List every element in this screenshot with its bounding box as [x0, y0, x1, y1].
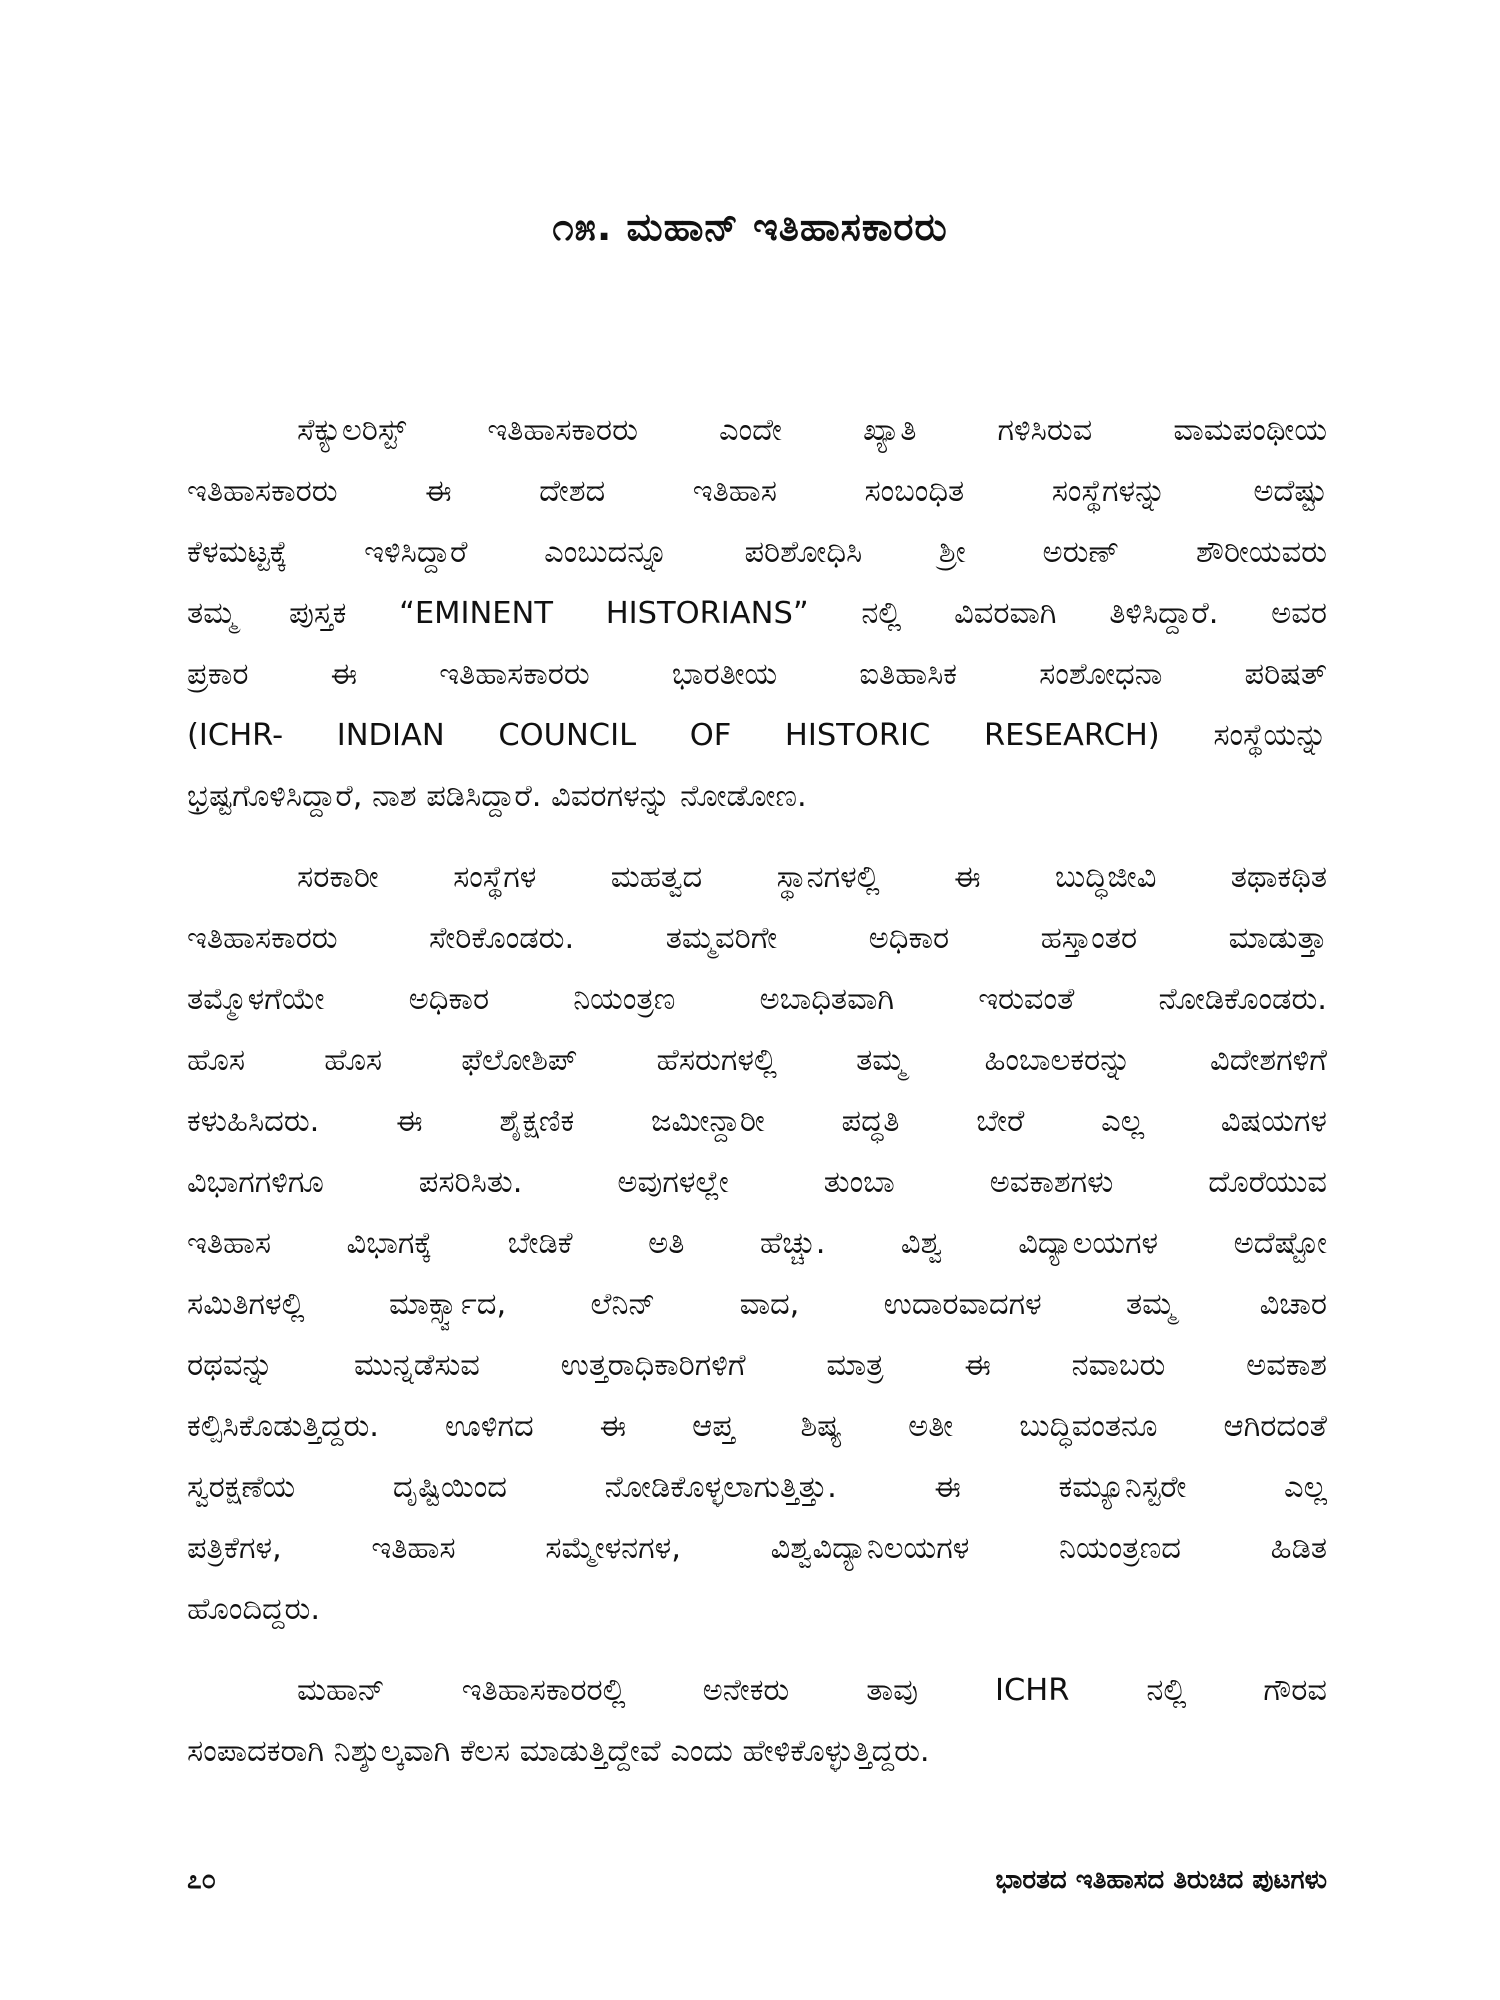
text-line: ಮಹಾನ್ ಇತಿಹಾಸಕಾರರಲ್ಲಿ ಅನೇಕರು ತಾವು ICHR ನಲ್ಲಿ ಗೌರವ: [297, 1673, 1327, 1708]
text-line: ಭ್ರಷ್ಟಗೊಳಿಸಿದ್ದಾರೆ, ನಾಶ ಪಡಿಸಿದ್ದಾರೆ. ವಿವರಗಳನ್ನು ನೋಡೋಣ.: [187, 779, 807, 814]
text-line: ಪ್ರಕಾರ ಈ ಇತಿಹಾಸಕಾರರು ಭಾರತೀಯ ಐತಿಹಾಸಿಕ ಸಂಶೋಧನಾ ಪರಿಷತ್: [187, 657, 1327, 692]
text-line: ಸ್ವರಕ್ಷಣೆಯ ದೃಷ್ಟಿಯಿಂದ ನೋಡಿಕೊಳ್ಳಲಾಗುತ್ತಿತ್ತು. ಈ ಕಮ್ಯೂನಿಸ್ಟರೇ ಎಲ್ಲ: [187, 1470, 1327, 1505]
text-line: ಸಂಪಾದಕರಾಗಿ ನಿಶ್ಶುಲ್ಕವಾಗಿ ಕೆಲಸ ಮಾಡುತ್ತಿದ್ದೇವೆ ಎಂದು ಹೇಳಿಕೊಳ್ಳುತ್ತಿದ್ದರು.: [187, 1734, 930, 1769]
paragraph-2: [187, 847, 1327, 1640]
text-line: ಇತಿಹಾಸಕಾರರು ಈ ದೇಶದ ಇತಿಹಾಸ ಸಂಬಂಧಿತ ಸಂಸ್ಥೆಗಳನ್ನು ಅದೆಷ್ಟು: [187, 474, 1327, 509]
paragraph-3: [187, 1660, 1327, 1782]
page-number: ೭೦: [187, 1865, 217, 1895]
running-title: ಭಾರತದ ಇತಿಹಾಸದ ತಿರುಚಿದ ಪುಟಗಳು: [995, 1865, 1327, 1895]
text-line: (ICHR- INDIAN COUNCIL OF HISTORIC RESEARCH) ಸಂಸ್ಥೆಯನ್ನು: [187, 718, 1327, 753]
text-line: ಸಮಿತಿಗಳಲ್ಲಿ ಮಾರ್ಕ್ಸ್ವಾದ, ಲೆನಿನ್ ವಾದ, ಉದಾರವಾದಗಳ ತಮ್ಮ ವಿಚಾರ: [187, 1287, 1327, 1322]
paragraph-gap: [187, 1640, 1327, 1660]
text-line: ಇತಿಹಾಸಕಾರರು ಸೇರಿಕೊಂಡರು. ತಮ್ಮವರಿಗೇ ಅಧಿಕಾರ ಹಸ್ತಾಂತರ ಮಾಡುತ್ತಾ: [187, 921, 1327, 956]
text-line: ಕಲ್ಪಿಸಿಕೊಡುತ್ತಿದ್ದರು. ಊಳಿಗದ ಈ ಆಪ್ತ ಶಿಷ್ಯ ಅತೀ ಬುದ್ಧಿವಂತನೂ ಆಗಿರದಂತೆ: [187, 1409, 1327, 1444]
text-line: ಕಳುಹಿಸಿದರು. ಈ ಶೈಕ್ಷಣಿಕ ಜಮೀನ್ದಾರೀ ಪದ್ಧತಿ ಬೇರೆ ಎಲ್ಲ ವಿಷಯಗಳ: [187, 1104, 1327, 1139]
text-line: ವಿಭಾಗಗಳಿಗೂ ಪಸರಿಸಿತು. ಅವುಗಳಲ್ಲೇ ತುಂಬಾ ಅವಕಾಶಗಳು ದೊರೆಯುವ: [187, 1165, 1327, 1200]
text-line: ಇತಿಹಾಸ ವಿಭಾಗಕ್ಕೆ ಬೇಡಿಕೆ ಅತಿ ಹೆಚ್ಚು. ವಿಶ್ವ ವಿದ್ಯಾಲಯಗಳ ಅದೆಷ್ಟೋ: [187, 1226, 1327, 1261]
text-line: ಸೆಕ್ಯುಲರಿಸ್ಟ್ ಇತಿಹಾಸಕಾರರು ಎಂದೇ ಖ್ಯಾತಿ ಗಳಿಸಿರುವ ವಾಮಪಂಥೀಯ: [297, 413, 1327, 448]
text-line: ಕೆಳಮಟ್ಟಕ್ಕೆ ಇಳಿಸಿದ್ದಾರೆ ಎಂಬುದನ್ನೂ ಪರಿಶೋಧಿಸಿ ಶ್ರೀ ಅರುಣ್ ಶೌರೀಯವರು: [187, 535, 1327, 570]
chapter-title: ೧೫. ಮಹಾನ್ ಇತಿಹಾಸಕಾರರು: [552, 205, 948, 249]
text-line: ಹೊಂದಿದ್ದರು.: [187, 1592, 321, 1627]
body-text: [187, 400, 1327, 1782]
text-line: ಸರಕಾರೀ ಸಂಸ್ಥೆಗಳ ಮಹತ್ವದ ಸ್ಥಾನಗಳಲ್ಲಿ ಈ ಬುದ್ಧಿಜೀವಿ ತಥಾಕಥಿತ: [297, 860, 1327, 895]
text-line: ಹೊಸ ಹೊಸ ಫೆಲೋಶಿಪ್ ಹೆಸರುಗಳಲ್ಲಿ ತಮ್ಮ ಹಿಂಬಾಲಕರನ್ನು ವಿದೇಶಗಳಿಗೆ: [187, 1043, 1327, 1078]
text-line: ತಮ್ಮ ಪುಸ್ತಕ “EMINENT HISTORIANS” ನಲ್ಲಿ ವಿವರವಾಗಿ ತಿಳಿಸಿದ್ದಾರೆ. ಅವರ: [187, 596, 1327, 631]
paragraph-gap: [187, 827, 1327, 847]
text-line: ತಮ್ಮೊಳಗೆಯೇ ಅಧಿಕಾರ ನಿಯಂತ್ರಣ ಅಬಾಧಿತವಾಗಿ ಇರುವಂತೆ ನೋಡಿಕೊಂಡರು.: [187, 982, 1327, 1017]
paragraph-1: [187, 400, 1327, 827]
text-line: ರಥವನ್ನು ಮುನ್ನಡೆಸುವ ಉತ್ತರಾಧಿಕಾರಿಗಳಿಗೆ ಮಾತ್ರ ಈ ನವಾಬರು ಅವಕಾಶ: [187, 1348, 1327, 1383]
text-line: ಪತ್ರಿಕೆಗಳ, ಇತಿಹಾಸ ಸಮ್ಮೇಳನಗಳ, ವಿಶ್ವವಿದ್ಯಾನಿಲಯಗಳ ನಿಯಂತ್ರಣದ ಹಿಡಿತ: [187, 1531, 1327, 1566]
